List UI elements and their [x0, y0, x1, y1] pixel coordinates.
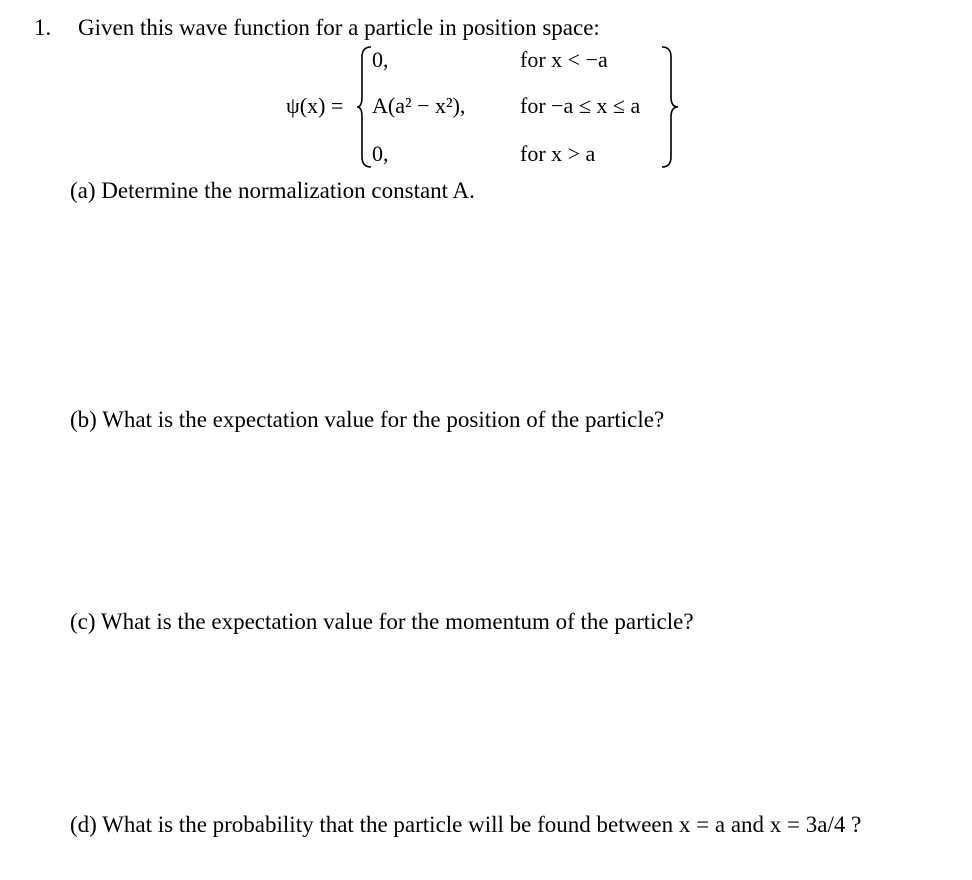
part-c-question: (c) What is the expectation value for the momentum of the particle?: [70, 609, 694, 634]
equation-lhs-text: ψ(x) =: [286, 93, 344, 118]
problem-intro: Given this wave function for a particle in position space:: [78, 15, 600, 40]
case-3-condition: for x > a: [520, 141, 596, 166]
equation-lhs: [286, 94, 343, 118]
left-brace-icon: [357, 45, 373, 169]
part-d-question: (d) What is the probability that the particle will be found between x = a and x = 3a/4 ?: [70, 812, 862, 837]
right-brace-icon: [660, 45, 682, 169]
case-2-value: A(a² − x²),: [372, 93, 466, 118]
part-a-question: (a) Determine the normalization constant A.: [70, 178, 475, 203]
case-1-condition: for x < −a: [520, 47, 608, 72]
case-3-value: 0,: [372, 141, 389, 166]
part-b-question: (b) What is the expectation value for the position of the particle?: [70, 407, 665, 432]
case-1-value: 0,: [372, 47, 389, 72]
case-2-condition: for −a ≤ x ≤ a: [520, 93, 641, 118]
problem-number: 1.: [34, 15, 52, 40]
